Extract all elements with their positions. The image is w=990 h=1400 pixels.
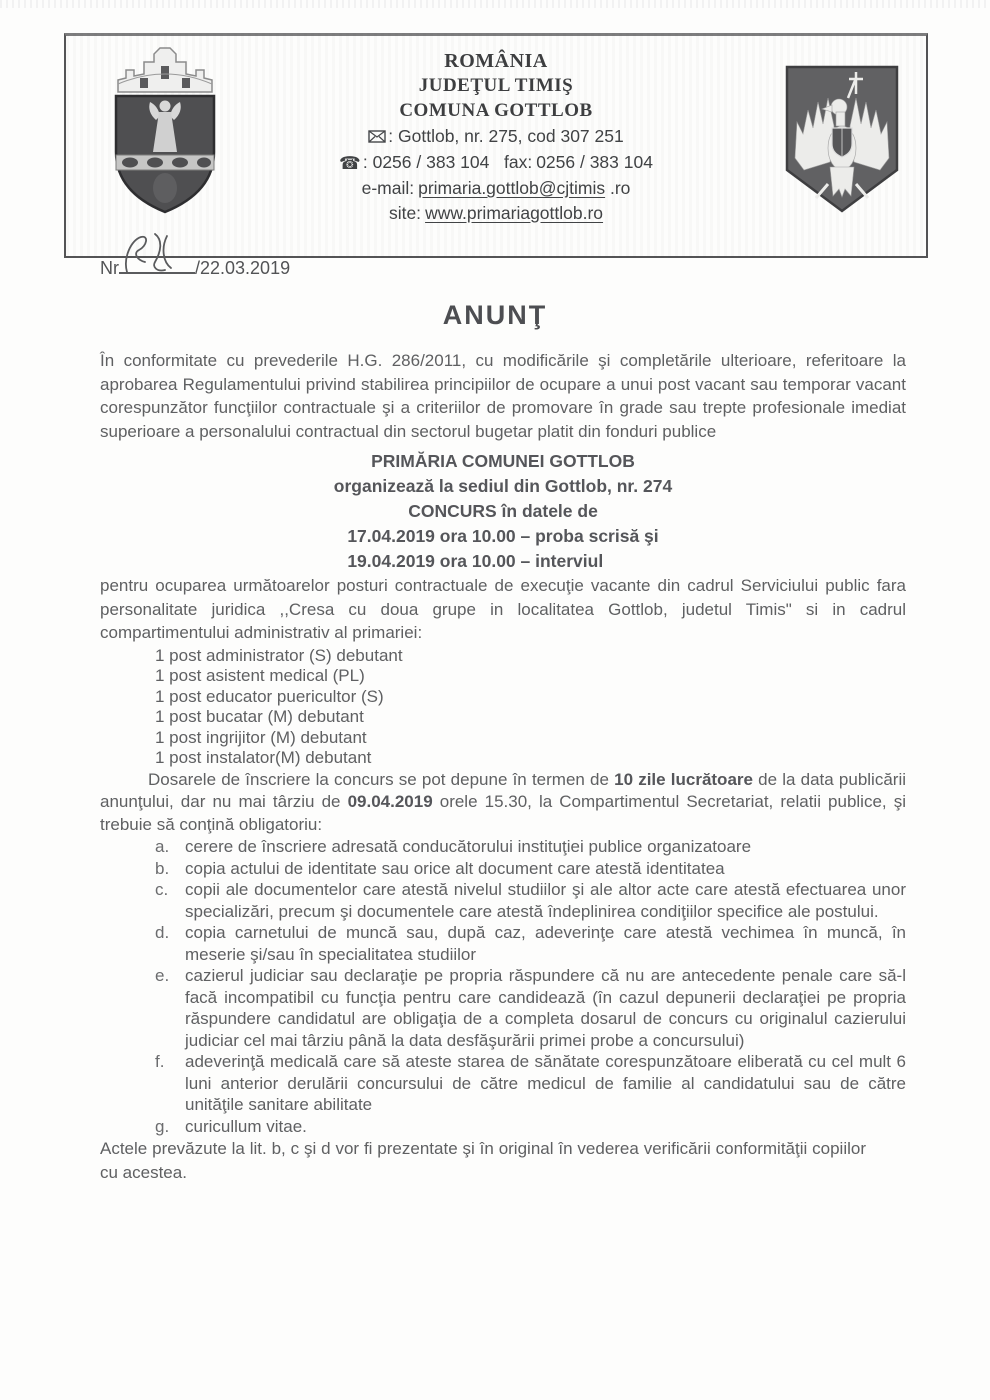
competition-heading: CONCURS în datele de (408, 501, 598, 521)
dossier-paragraph: Dosarele de înscriere la concurs se pot depune în termen de 10 zile lucrătoare de la data publicării anunţului, dar nu mai târziu de 09.04.2019 orele 15.30, la Compartimentul Secretariat, relatii publice, şi trebuie să conţină obligatoriu: (100, 769, 906, 834)
requirements-list (155, 836, 906, 1137)
site-link[interactable]: www.primariagottlob.ro (425, 202, 604, 223)
letterhead (64, 33, 928, 258)
item-letter: c. (155, 880, 169, 899)
list-item: 1 post ingrijitor (M) debutant (155, 727, 367, 747)
item-letter: g. (155, 1116, 170, 1136)
item-text: copia actului de identitate sau orice alt document care atestă identitatea (185, 858, 725, 878)
envelope-icon (368, 126, 386, 149)
registration-line (100, 258, 290, 279)
item-text: copii ale documentelor care atestă nivelul studiilor şi ale altor acte care atestă efectuarea unor specializări, precum şi documentele care atestă îndeplinirea condiţiilor specifice ale postului. (185, 880, 906, 921)
item-text: cazierul judiciar sau declaraţie pe propria răspundere că nu are antecedente penale care să-l facă incompatibil cu funcţia pentru care candidează (în cazul depunerii declaraţiei pe propria răspundere candidatul are obligaţia de a completa dosarul de concurs cu originalul cazierului judiciar cel mai târziu până la data desfăşurării primei probe a concursului) (185, 966, 906, 1050)
site-line (236, 202, 756, 225)
address-text: Gottlob, nr. 275, cod 307 251 (398, 126, 624, 147)
document-body (100, 349, 906, 1184)
organizer-location: organizează la sediul din Gottlob, nr. 274 (333, 476, 673, 496)
ref-date: /22.03.2019 (195, 258, 291, 278)
county-name: JUDEŢUL TIMIŞ (418, 75, 574, 96)
scan-noise-strip (0, 0, 990, 8)
list-item (155, 1051, 906, 1116)
written-test-date: 17.04.2019 ora 10.00 – proba scrisă şi (347, 526, 659, 546)
address-sep: : (388, 126, 394, 147)
ref-label: Nr (100, 258, 119, 278)
list-item: 1 post educator puericultor (S) (155, 686, 384, 706)
item-letter: a. (155, 837, 170, 856)
page-title: ANUNŢ (442, 300, 548, 330)
country-name: ROMÂNIA (444, 50, 548, 72)
deadline-days: 10 zile lucrătoare (614, 769, 753, 789)
fax-label: fax: (503, 152, 533, 173)
handwritten-number-mark (121, 232, 191, 276)
list-item: 1 post instalator(M) debutant (155, 748, 372, 767)
item-letter: f. (155, 1052, 165, 1071)
phone-sep: : (362, 152, 368, 173)
item-letter: d. (155, 923, 170, 942)
list-item (155, 879, 906, 922)
organizer-name: PRIMĂRIA COMUNEI GOTTLOB (371, 451, 635, 471)
list-item (155, 1116, 906, 1138)
deadline-date: 09.04.2019 (347, 792, 433, 811)
closing-paragraph: Actele prevăzute la lit. b, c şi d vor fi prezentate şi în original în vederea verificării conformităţii copiilor cu acestea. (100, 1139, 866, 1182)
fax-number: 0256 / 383 104 (536, 152, 653, 173)
list-item: 1 post bucatar (M) debutant (155, 707, 364, 726)
phone-icon: ☎ (339, 153, 361, 174)
list-item (155, 858, 906, 880)
ref-number-blank (119, 258, 195, 274)
item-text: adeverinţă medicală care să ateste starea de sănătate corespunzătoare eliberată cu cel mult 6 luni anterior derulării concursului de către medicul de familie al candidatului sau de către unităţile sanitare abilitate (185, 1052, 906, 1114)
list-item (155, 965, 906, 1051)
competition-dates (347, 524, 658, 574)
interview-date: 19.04.2019 ora 10.00 – interviul (347, 551, 604, 571)
commune-coat-of-arms (100, 40, 230, 220)
item-text: cerere de înscriere adresată conducătorului instituţiei publice organizatoare (185, 837, 752, 856)
positions-list (155, 646, 906, 769)
item-letter: b. (155, 858, 170, 878)
address-line (236, 125, 756, 149)
competition-announcement-block (100, 449, 906, 574)
phone-line (236, 151, 756, 175)
romania-coat-of-arms (782, 64, 902, 216)
item-text: curicullum vitae. (185, 1116, 307, 1136)
letterhead-text (236, 48, 756, 224)
positions-intro-paragraph: pentru ocuparea următoarelor posturi contractuale de execuţie vacante din cadrul Serviciului public fara personalitate juridica ,,Cresa cu doua grupe in localitatea Gottlob, judetul Timis" si in cadrul compartimentului administrativ al primariei: (100, 576, 906, 642)
intro-paragraph: În conformitate cu prevederile H.G. 286/2011, cu modificările şi completările ulterioare, referitoare la aprobarea Regulamentului privind stabilirea principiilor de ocupare a unui post vacant sau temporar vacant corespunzător funcţiilor contractuale şi a criteriilor de promovare în grade sau trepte profesionale imediat superioare a personalului contractual din sectorul bugetar platit din fonduri publice (100, 351, 906, 441)
commune-name: COMUNA GOTTLOB (399, 99, 593, 121)
list-item: 1 post asistent medical (PL) (155, 666, 365, 685)
item-letter: e. (155, 966, 170, 985)
list-item (155, 922, 906, 965)
item-text: copia carnetului de muncă sau, după caz, adeverinţe care atestă vechimea în muncă, în meserie şi/sau în specialitatea studiilor (185, 923, 906, 964)
list-item: 1 post administrator (S) debutant (155, 645, 403, 665)
email-label: e-mail: (361, 177, 415, 198)
list-item (155, 836, 906, 858)
email-line (236, 177, 756, 200)
email-suffix: .ro (605, 177, 631, 198)
phone-number: 0256 / 383 104 (372, 152, 490, 173)
email-link[interactable]: primaria.gottlob@cjtimis (418, 177, 606, 198)
site-label: site: (388, 202, 422, 223)
